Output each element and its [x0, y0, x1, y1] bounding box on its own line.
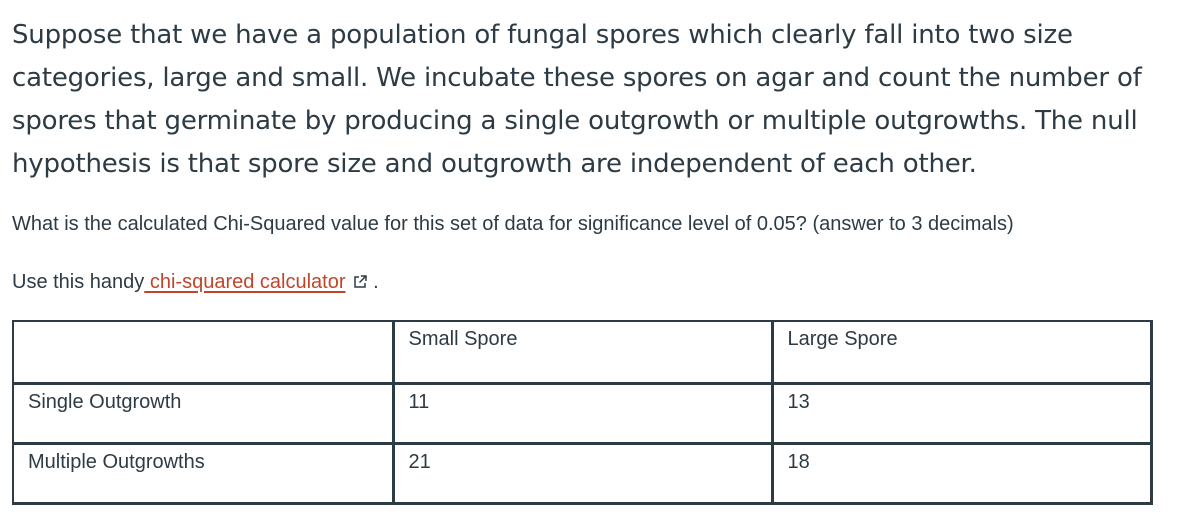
header-cell-large-spore: Large Spore: [772, 321, 1151, 383]
calculator-hint: [12, 268, 379, 298]
chi-squared-calculator-link[interactable]: chi-squared calculator: [144, 271, 346, 293]
external-link-icon[interactable]: [352, 270, 368, 298]
table-header-row: [13, 321, 1151, 383]
hint-suffix: .: [373, 271, 379, 293]
large-spore-value: 13: [772, 383, 1151, 443]
spore-data-table: [12, 320, 1153, 505]
row-label: Single Outgrowth: [13, 383, 393, 443]
small-spore-value: 11: [393, 383, 772, 443]
small-spore-value: 21: [393, 443, 772, 503]
table-row: [13, 383, 1151, 443]
header-cell-small-spore: Small Spore: [393, 321, 772, 383]
header-cell-empty: [13, 321, 393, 383]
row-label: Multiple Outgrowths: [13, 443, 393, 503]
large-spore-value: 18: [772, 443, 1151, 503]
hint-prefix: Use this handy: [12, 271, 145, 293]
problem-description: Suppose that we have a population of fungal spores which clearly fall into two size categories, large and small. We incubate these spores on agar and count the number of spores that germinate by producing a single outgrowth or multiple outgrowths. The null hypothesis is that spore size and outgrowth are independent of each other.: [12, 20, 1142, 179]
question-text: What is the calculated Chi-Squared value for this set of data for significance level of 0.05? (answer to 3 decimals): [12, 213, 1014, 235]
table-row: [13, 443, 1151, 503]
